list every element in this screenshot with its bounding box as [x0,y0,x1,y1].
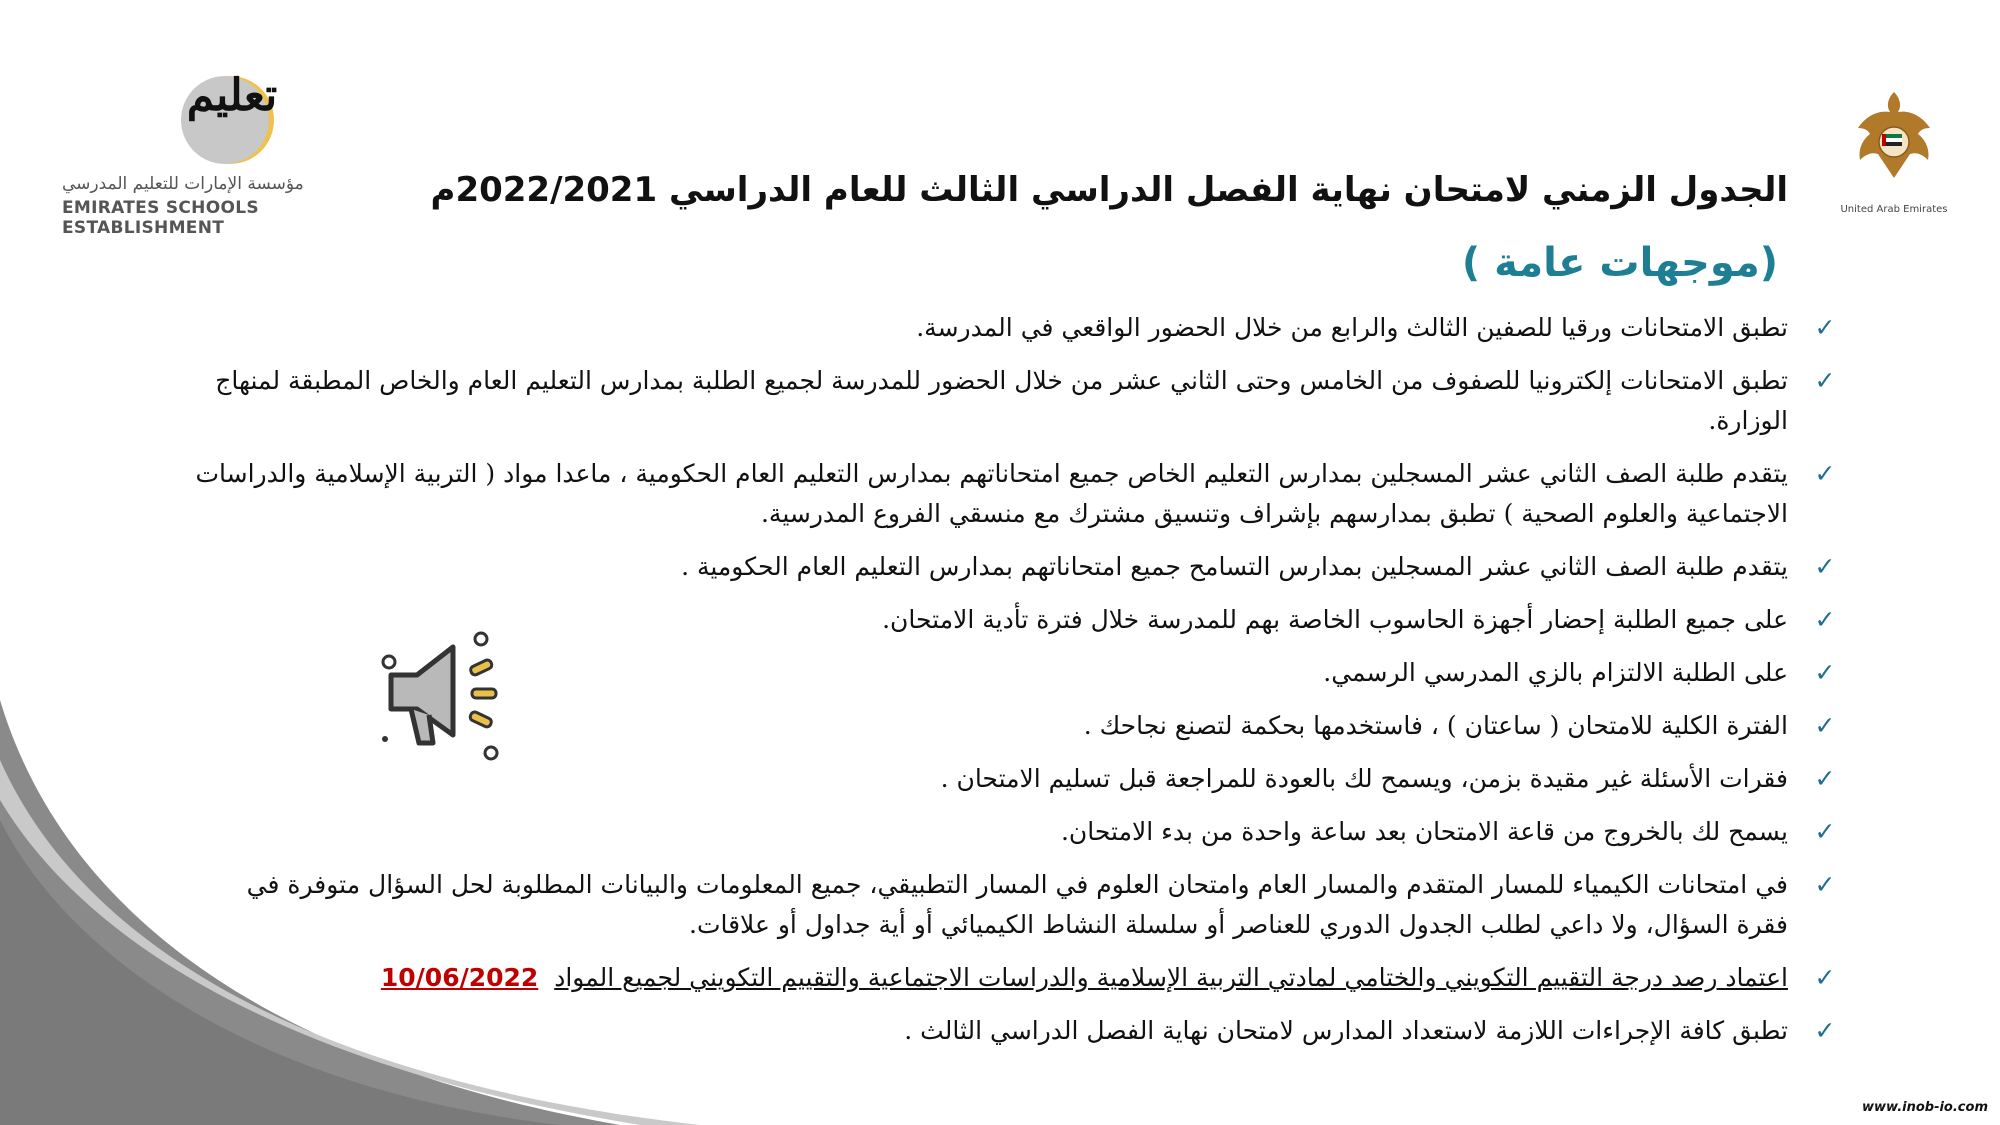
uae-caption: United Arab Emirates [1840,204,1948,215]
guideline-item-grading [190,958,1900,998]
ese-name-english: EMIRATES SCHOOLS ESTABLISHMENT [62,198,259,238]
check-icon: ✓ [1814,963,1836,992]
guideline-item: ✓ على جميع الطلبة إحضار أجهزة الحاسوب الخاصة بهم للمدرسة خلال فترة تأدية الامتحان. [190,600,1900,640]
guideline-item: ✓ يسمح لك بالخروج من قاعة الامتحان بعد ساعة واحدة من بدء الامتحان. [190,812,1900,852]
check-icon: ✓ [1814,459,1836,488]
check-icon: ✓ [1814,764,1836,793]
guideline-item: ✓ تطبق كافة الإجراءات اللازمة لاستعداد المدارس لامتحان نهاية الفصل الدراسي الثالث . [190,1011,1900,1051]
guideline-item: ✓ على الطلبة الالتزام بالزي المدرسي الرسمي. [190,653,1900,693]
check-icon: ✓ [1814,1016,1836,1045]
check-icon: ✓ [1814,711,1836,740]
check-icon: ✓ [1814,605,1836,634]
watermark: www.inob-io.com [1862,1100,1988,1115]
page-title: الجدول الزمني لامتحان نهاية الفصل الدراسي الثالث للعام الدراسي 2022/2021م [430,170,1788,210]
uae-emblem-icon [1848,88,1940,184]
check-icon: ✓ [1814,366,1836,395]
guideline-item: ✓ فقرات الأسئلة غير مقيدة بزمن، ويسمح لك بالعودة للمراجعة قبل تسليم الامتحان . [190,759,1900,799]
guideline-item: ✓ تطبق الامتحانات ورقيا للصفين الثالث والرابع من خلال الحضور الواقعي في المدرسة. [190,308,1900,348]
check-icon: ✓ [1814,817,1836,846]
guideline-item: ✓ الفترة الكلية للامتحان ( ساعتان ) ، فاستخدمها بحكمة لتصنع نجاحك . [190,706,1900,746]
page-subtitle: (موجهات عامة ) [1461,240,1778,286]
check-icon: ✓ [1814,552,1836,581]
ese-name-arabic: مؤسسة الإمارات للتعليم المدرسي [62,174,304,194]
check-icon: ✓ [1814,870,1836,899]
grading-date: 10/06/2022 [380,963,539,992]
megaphone-icon [375,625,510,765]
guideline-item: ✓ تطبق الامتحانات إلكترونيا للصفوف من الخامس وحتى الثاني عشر من خلال الحضور للمدرسة لجميع الطلبة بمدارس التعليم العام والخاص المطبقة لمنهاج الوزارة. [190,361,1900,441]
grading-text: اعتماد رصد درجة التقييم التكويني والختامي لمادتي التربية الإسلامية والدراسات الاجتماعية والتقييم التكويني لجميع المواد [554,963,1788,992]
guideline-item: ✓ يتقدم طلبة الصف الثاني عشر المسجلين بمدارس التعليم الخاص جميع امتحاناتهم بمدارس التعليم العام الحكومية ، ماعدا مواد ( التربية الإسلامية والدراسات الاجتماعية والعلوم الصحية ) تطبق بمدارسهم بإشراف وتنسيق مشترك مع منسقي الفروع المدرسية. [190,454,1900,534]
ese-logo-text: تعليم [186,70,278,121]
guideline-item: ✓ في امتحانات الكيمياء للمسار المتقدم والمسار العام وامتحان العلوم في المسار التطبيقي، جميع المعلومات والبيانات المطلوبة لحل السؤال متوفرة في فقرة السؤال، ولا داعي لطلب الجدول الدوري للعناصر أو سلسلة النشاط الكيميائي أو أية جداول أو علاقات. [190,865,1900,945]
check-icon: ✓ [1814,658,1836,687]
guideline-item: ✓ يتقدم طلبة الصف الثاني عشر المسجلين بمدارس التسامح جميع امتحاناتهم بمدارس التعليم العام الحكومية . [190,547,1900,587]
check-icon: ✓ [1814,313,1836,342]
